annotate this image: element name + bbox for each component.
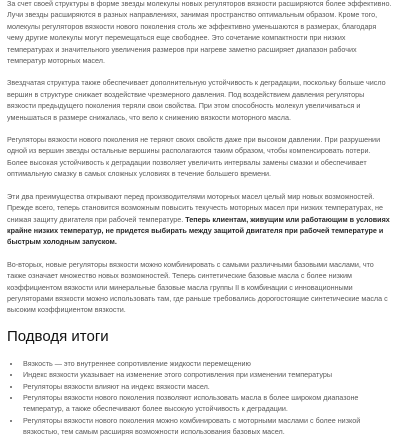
list-item: • Вязкость — это внутреннее сопротивление жидкости перемещению	[21, 358, 393, 369]
paragraph-3: Регуляторы вязкости нового поколения не теряют своих свойств даже при высоком давлении. При разрушении одной из вершин звезды остальные вершины располагаются таким образом, чтобы компенсировать потери. Более высокая устойчивость к деградации позволяет увеличить интервалы замены смазки и обеспечивает оптимальную смазку в самых сложных условиях в течение большего времени.	[7, 135, 381, 179]
list-item: • Регуляторы вязкости нового поколения можно комбинировать с моторными маслами с более низкой вязкостью, тем самым расширяя возможности использования базовых масел.	[21, 415, 393, 438]
paragraph-2: Звездчатая структура также обеспечивает дополнительную устойчивость к деградации, поскольку больше число вершин в структуре снижает воздействие чрезмерного давления. Под воздействием давления регуляторы вязкости предыдущего поколения теряли свои свойства. При этом способность молекул увеличиваться и уменьшаться в размере снижалась, что вело к снижению вязкости моторного масла.	[7, 78, 386, 122]
section-heading: Подводя итоги	[7, 327, 109, 345]
paragraph-1: За счет своей структуры в форме звезды молекулы новых регуляторов вязкости расширяются более эффективно. Лучи звезды расширяются в разных направлениях, занимая пространство оптимальным образом. Кроме того, молекулы регуляторов вязкости нового поколения столь же эффективно уменьшаются в размерах, благодаря чему другие молекулы могут перемещаться еще свободнее. Это сочетание компактности при низких температурах и значительного увеличения размеров при нагреве заметно расширяет диапазон рабочих температур моторных масел.	[7, 0, 392, 66]
paragraph-5: Во-вторых, новые регуляторы вязкости можно комбинировать с самыми различными базовыми маслами, что также означает множество новых возможностей. Теперь синтетические базовые масла с более низким коэффициентом вязкости или минеральные базовые масла группы II в комбинации с инновационными регуляторами вязкости можно использовать там, где раньше требовались дорогостоящие синтетические масла с высоким коэффициентом вязкости.	[7, 259, 388, 315]
summary-list	[7, 358, 393, 438]
list-item: • Регуляторы вязкости нового поколения позволяют использовать масла в более широком диапазоне температур, а также обеспечивают более высокую устойчивость к деградации.	[21, 392, 393, 415]
list-item: • Регуляторы вязкости влияют на индекс вязкости масел.	[21, 381, 393, 392]
paragraph-4-emphasis: Теперь клиентам, живущим или работающим в условиях крайне низких температур, не придется выбирать между защитой двигателя при рабочей температуре и быстрым холодным запуском.	[7, 214, 390, 247]
list-item: • Индекс вязкости указывает на изменение этого сопротивления при изменении температуры	[21, 369, 393, 380]
paragraph-4-text: Эти два преимущества открывают перед производителями моторных масел целый мир новых возможностей. Прежде всего, теперь становится возможным повысить текучесть моторных масел при низких температурах, не снижая защиту двигателя при рабочей температуре.	[7, 191, 384, 224]
paragraph-4	[7, 191, 393, 248]
